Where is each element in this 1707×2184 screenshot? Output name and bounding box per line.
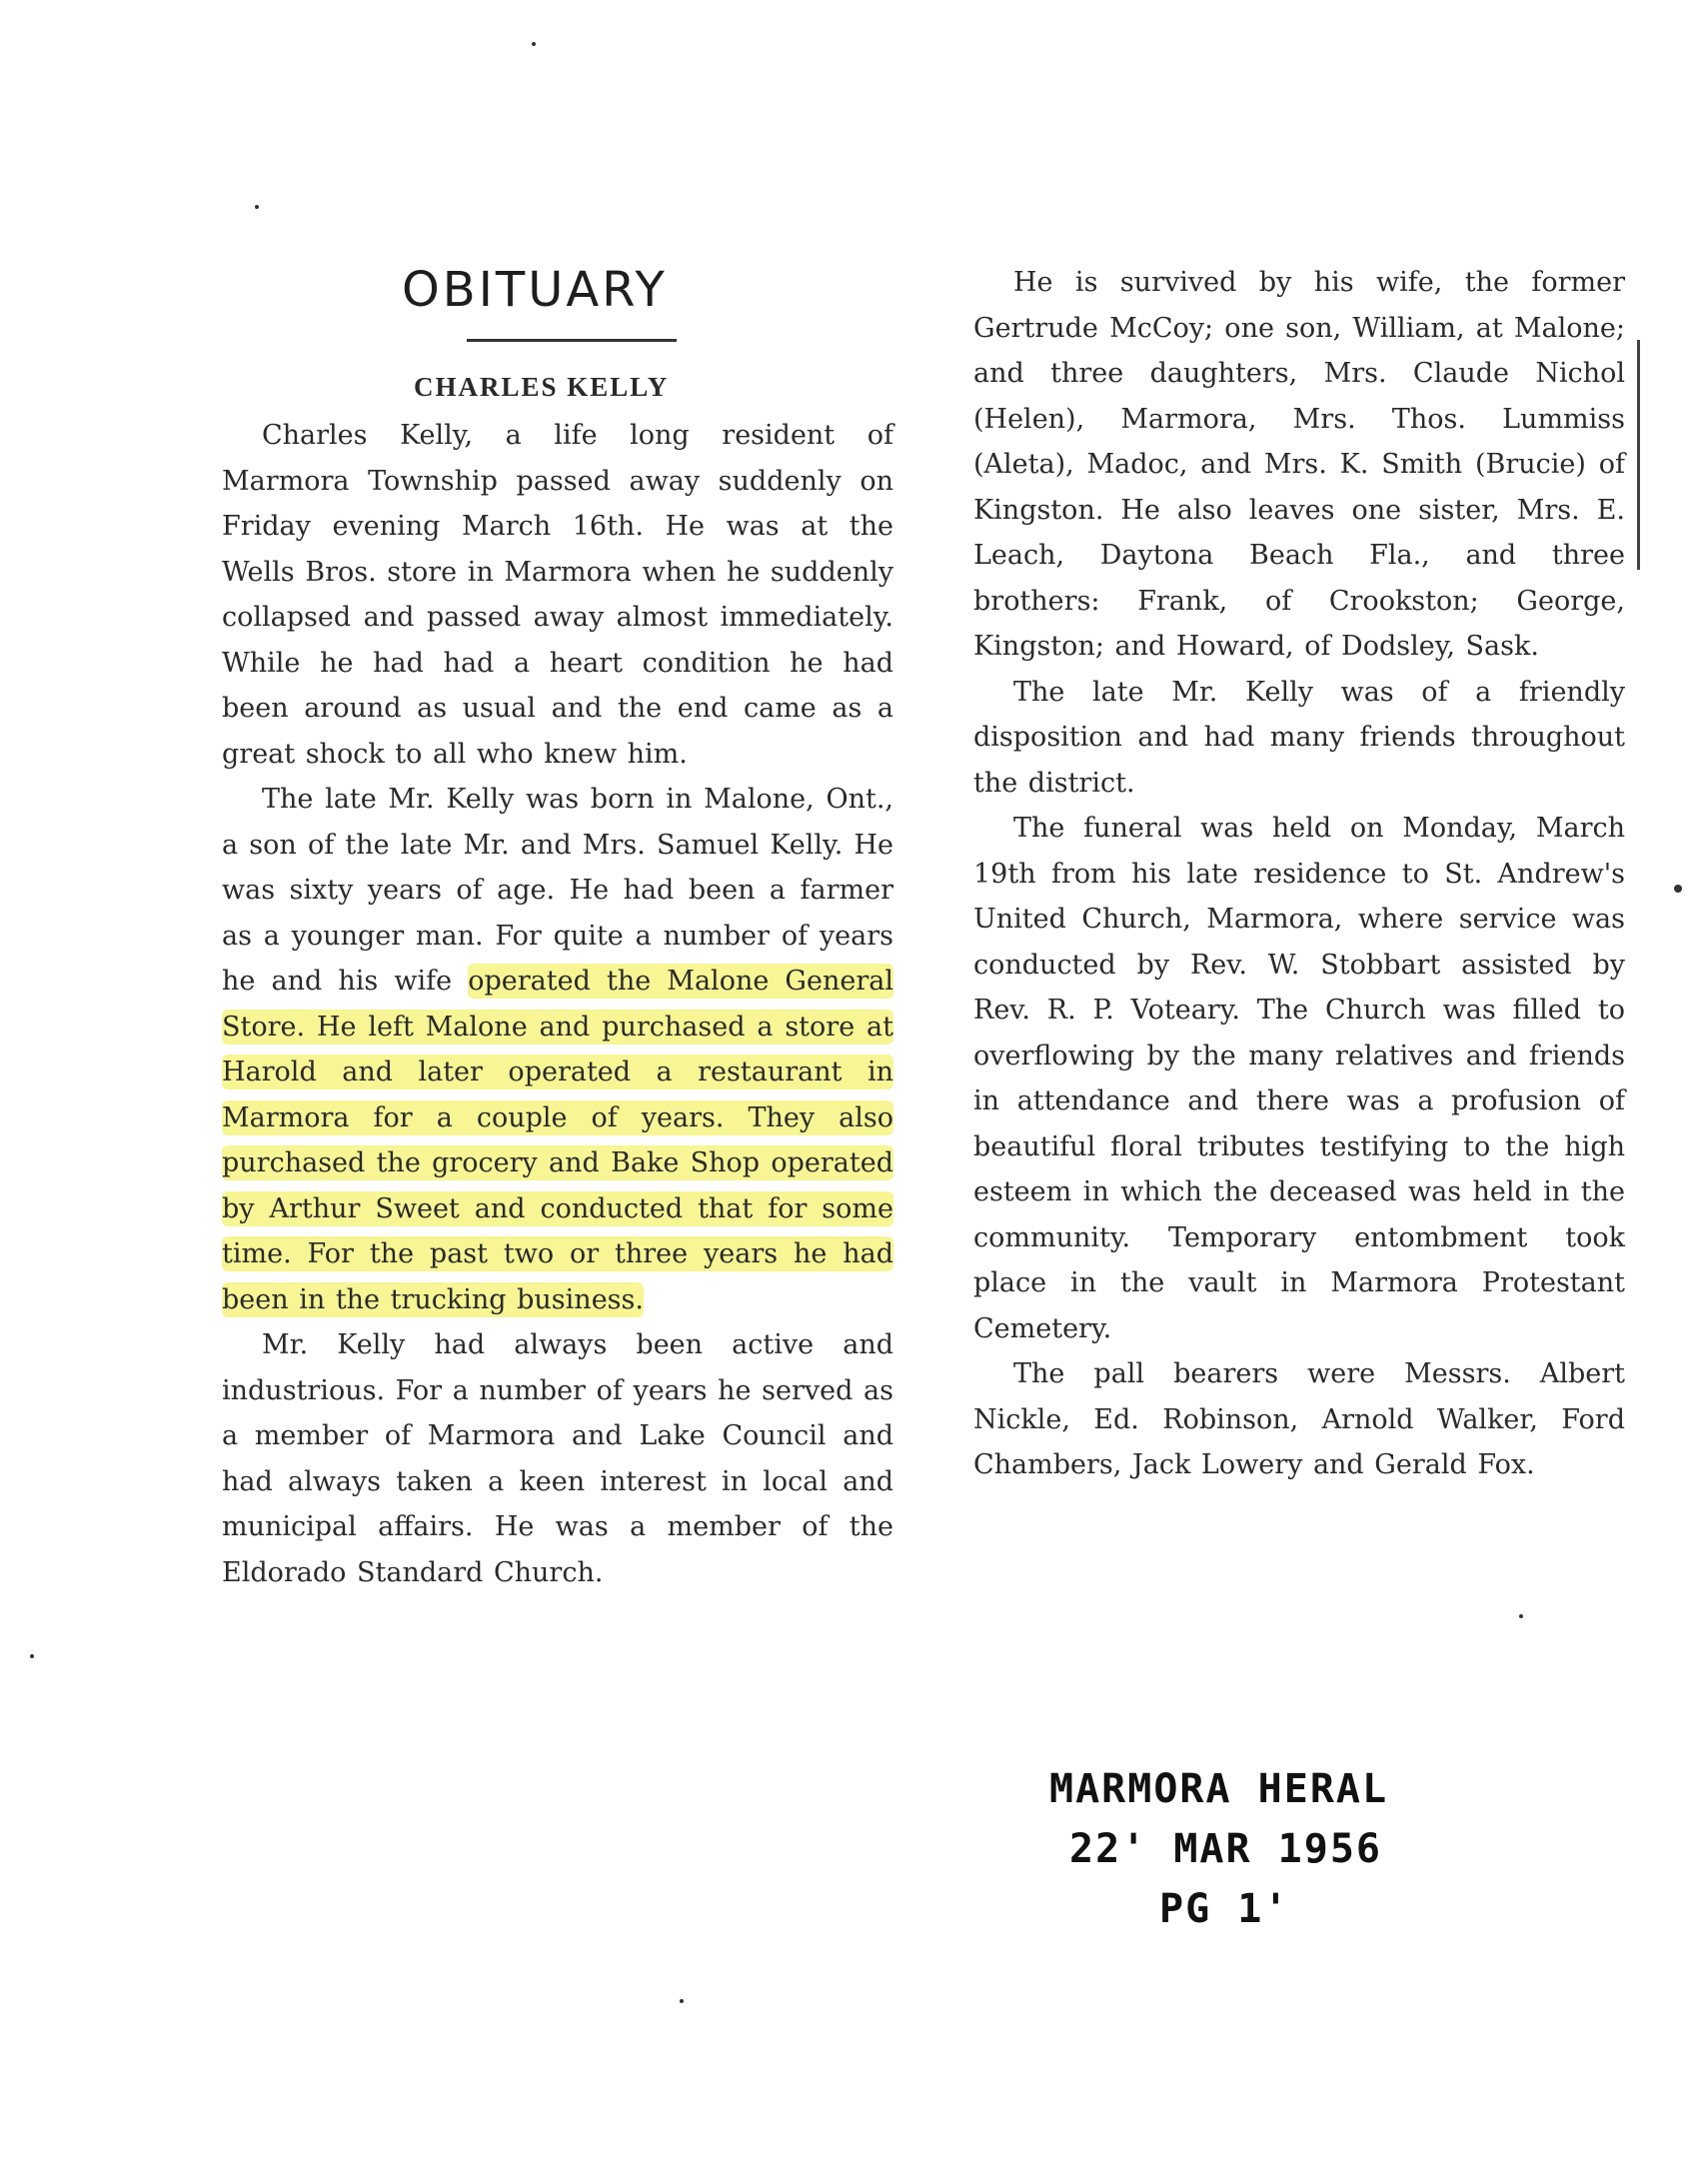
obituary-heading: OBITUARY bbox=[402, 262, 668, 318]
paragraph-funeral: The funeral was held on Monday, March 19th from his late residence to St. Andrew's United Church, Marmora, where service was conducted by Rev. W. Stobbart assisted by Rev. R. P. Voteary. The Church was filled to overflowing by the many relatives and friends in attendance and there was a profusion of beautiful floral tributes testifying to the high esteem in which the deceased was held in the community. Temporary entombment took place in the vault in Marmora Protestant Cemetery. bbox=[973, 813, 1625, 1344]
paragraph-community: Mr. Kelly had always been active and industrious. For a number of years he served as a member of Marmora and Lake Council and had always taken a keen interest in local and municipal affairs. He was a member of the Eldorado Standard Church. bbox=[222, 1329, 893, 1588]
scan-speck bbox=[255, 205, 259, 209]
handwritten-line-date: 22' MAR 1956 bbox=[1069, 1826, 1382, 1872]
handwritten-source-note bbox=[1049, 1759, 1669, 1939]
paragraph-pallbearers: The pall bearers were Messrs. Albert Nickle, Ed. Robinson, Arnold Walker, Ford Chambers, Jack Lowery and Gerald Fox. bbox=[973, 1358, 1625, 1480]
scan-speck bbox=[532, 42, 536, 46]
paragraph-biography bbox=[222, 777, 893, 1322]
scan-speck bbox=[30, 1654, 34, 1658]
scan-speck bbox=[1519, 1614, 1523, 1618]
handwritten-line-publication: MARMORA HERAL bbox=[1049, 1766, 1389, 1812]
heading-rule bbox=[467, 339, 677, 342]
paragraph-survivors: He is survived by his wife, the former Gertrude McCoy; one son, William, at Malone; and three daughters, Mrs. Claude Nichol (Helen), Marmora, Mrs. Thos. Lummiss (Aleta), Madoc, and Mrs. K. Smith (Brucie) of Kingston. He also leaves one sister, Mrs. E. Leach, Daytona Beach Fla., and three brothers: Frank, of Crookston; George, Kingston; and Howard, of Dodsley, Sask. bbox=[973, 267, 1625, 662]
scan-speck bbox=[680, 1999, 684, 2003]
right-column bbox=[973, 260, 1625, 1488]
scan-speck bbox=[1674, 885, 1682, 893]
paragraph-disposition: The late Mr. Kelly was of a friendly disposition and had many friends throughout the district. bbox=[973, 676, 1625, 799]
handwritten-line-page: PG 1' bbox=[1159, 1886, 1290, 1932]
biography-text: The late Mr. Kelly was born in Malone, Ont., a son of the late Mr. and Mrs. Samuel Kelly. He was sixty years of age. He had been a farmer as a younger man. For quite a number of years he and his wife bbox=[222, 784, 893, 997]
deceased-name: CHARLES KELLY bbox=[414, 372, 670, 402]
highlighted-text: operated the Malone General Store. He left Malone and purchased a store at Harold and later operated a restaurant in Marmora for a couple of years. They also purchased the grocery and Bake Shop operated by Arthur Sweet and conducted that for some time. For the past two or three years he had been in the trucking business. bbox=[222, 966, 893, 1315]
clipping-edge-line bbox=[1637, 340, 1640, 570]
paragraph-death: Charles Kelly, a life long resident of Marmora Township passed away suddenly on Friday evening March 16th. He was at the Wells Bros. store in Marmora when he suddenly collapsed and passed away almost immediately. While he had had a heart condition he had been around as usual and the end came as a great shock to all who knew him. bbox=[222, 420, 893, 770]
left-column bbox=[222, 255, 893, 1595]
